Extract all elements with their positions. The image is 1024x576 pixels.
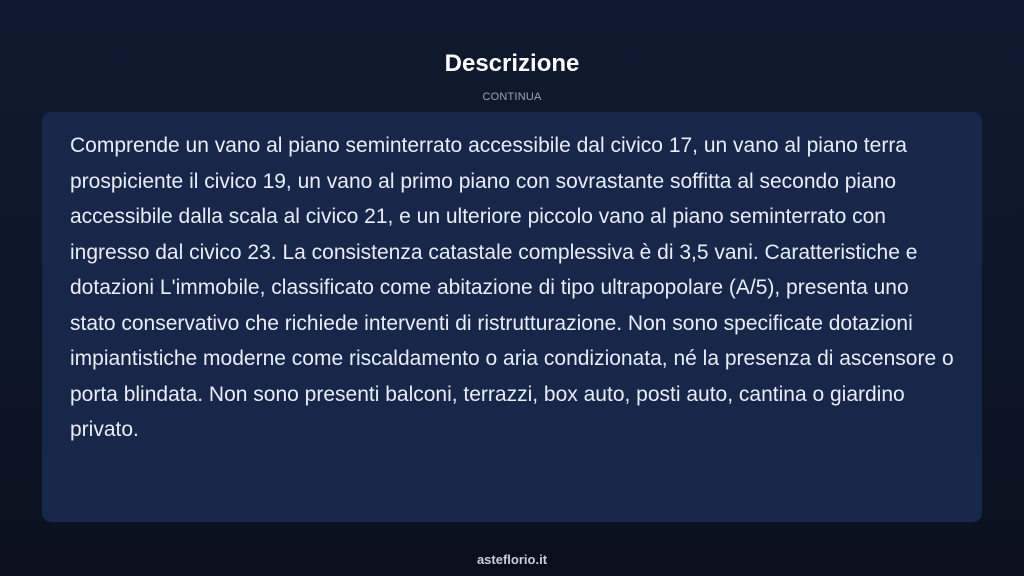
page-subtitle: CONTINUA: [482, 91, 542, 103]
footer-bar: [0, 543, 1024, 576]
footer-site-name: asteflorio.it: [476, 552, 548, 567]
page-title: Descrizione: [444, 50, 580, 77]
description-text: Comprende un vano al piano seminterrato accessibile dal civico 17, un vano al piano terra prospiciente il civico 19, un vano al primo piano con sovrastante soffitta al secondo piano accessibile dalla scala al civico 21, e un ulteriore piccolo vano al piano seminterrato con ingresso dal civico 23. La consistenza catastale complessiva è di 3,5 vani. Caratteristiche e dotazioni L'immobile, classificato come abitazione di tipo ultrapopolare (A/5), presenta uno stato conservativo che richiede interventi di ristrutturazione. Non sono specificate dotazioni impiantistiche moderne come riscaldamento o aria condizionata, né la presenza di ascensore o porta blindata. Non sono presenti balconi, terrazzi, box auto, posti auto, cantina o giardino privato.: [70, 134, 954, 441]
description-card: [42, 112, 982, 522]
